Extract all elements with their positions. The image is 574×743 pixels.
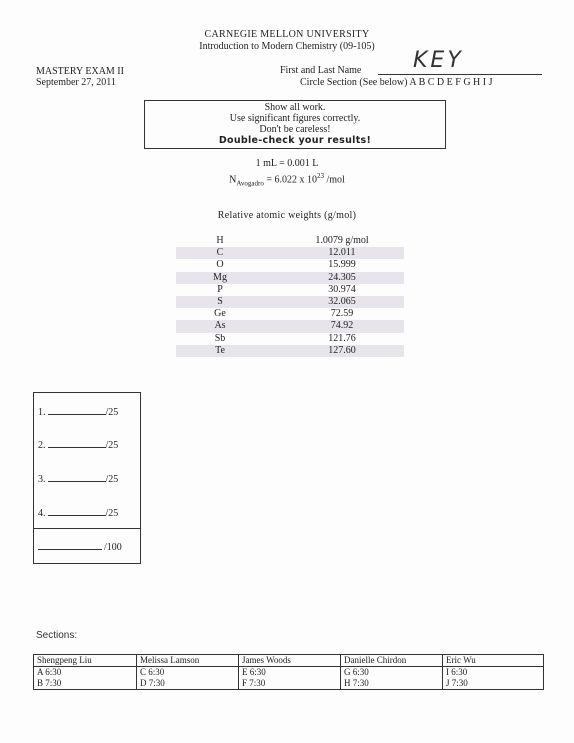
instructor-name: Eric Wu [443,655,544,667]
instructor-name: James Woods [239,655,341,667]
table-row [34,678,544,690]
total-score-line: /100 [38,540,122,553]
instructor-name: Danielle Chirdon [341,655,443,667]
atomic-weight: 72.59 [330,308,354,320]
section-circle-label: Circle Section (See below) A B C D E F G H I J [300,77,493,88]
table-row [176,308,404,320]
atomic-weight: 30.974 [328,283,356,295]
atomic-weights-title: Relative atomic weights (g/mol) [217,210,357,221]
element-symbol: P [217,283,223,295]
instructions-box [144,100,446,149]
name-field-value: KEY [413,48,464,73]
sections-table [33,654,544,690]
instruction-line: Don't be careless! [259,124,331,135]
table-row [176,259,404,271]
section-time: J 7:30 [443,678,544,690]
instruction-emphasis: Double-check your results! [218,135,372,146]
element-symbol: Te [215,344,225,356]
course-title: Introduction to Modern Chemistry (09-105) [199,41,375,52]
instruction-line: Use significant figures correctly. [229,113,361,124]
score-divider [34,528,140,529]
atomic-weight: 15.999 [328,259,356,271]
score-blank-2[interactable] [48,438,106,448]
element-symbol: H [216,235,224,246]
score-blank-3[interactable] [48,472,106,482]
table-row [176,345,404,357]
score-line-3: 3. /25 [38,474,119,485]
total-score-blank[interactable] [38,540,102,550]
table-row [176,320,404,332]
atomic-weight: 12.011 [328,247,356,259]
table-row [176,235,404,247]
name-field-line[interactable] [378,74,542,75]
atomic-weight: 127.60 [328,344,356,356]
name-label: First and Last Name [280,65,362,76]
atomic-weight: 24.305 [328,271,356,283]
element-symbol: S [217,295,223,307]
element-symbol: Sb [214,332,226,344]
avogadro-constant: $N_{Avogadro} = 6.022$ x $10^{23}$ /mol [229,172,345,188]
score-blank-1[interactable] [48,405,106,415]
exam-date: September 27, 2011 [36,77,116,88]
atomic-weights-table [176,235,404,357]
section-time: G 6:30 [341,667,443,679]
element-symbol: As [214,320,226,332]
atomic-weight: 1.0079 g/mol [315,235,369,246]
instructor-name: Melissa Lamson [137,655,239,667]
section-time: A 6:30 [34,667,137,679]
score-line-4: 4. /25 [38,508,119,519]
sections-label: Sections: [36,630,78,641]
atomic-weight: 121.76 [328,332,356,344]
section-time: E 6:30 [239,667,341,679]
atomic-weight: 74.92 [330,320,354,332]
exam-title: MASTERY EXAM II [36,66,124,77]
table-row [34,667,544,679]
volume-conversion: 1 mL = 0.001 L [255,158,319,169]
score-box [33,392,141,564]
element-symbol: Ge [214,308,226,320]
section-time: D 7:30 [137,678,239,690]
university-name: CARNEGIE MELLON UNIVERSITY [204,29,370,40]
instructor-name: Shengpeng Liu [34,655,137,667]
table-row [34,655,544,667]
score-blank-4[interactable] [48,506,106,516]
section-time: F 7:30 [239,678,341,690]
section-time: H 7:30 [341,678,443,690]
element-symbol: Mg [213,271,227,283]
section-time: B 7:30 [34,678,137,690]
element-symbol: O [216,259,224,271]
score-line-1: 1. /25 [38,407,119,418]
instruction-line: Show all work. [264,102,326,113]
element-symbol: C [216,247,224,259]
table-row [176,247,404,259]
table-row [176,296,404,308]
table-row [176,272,404,284]
score-line-2: 2. /25 [38,440,119,451]
section-time: C 6:30 [137,667,239,679]
atomic-weight: 32.065 [328,295,356,307]
section-time: I 6:30 [443,667,544,679]
table-row [176,284,404,296]
table-row [176,333,404,345]
